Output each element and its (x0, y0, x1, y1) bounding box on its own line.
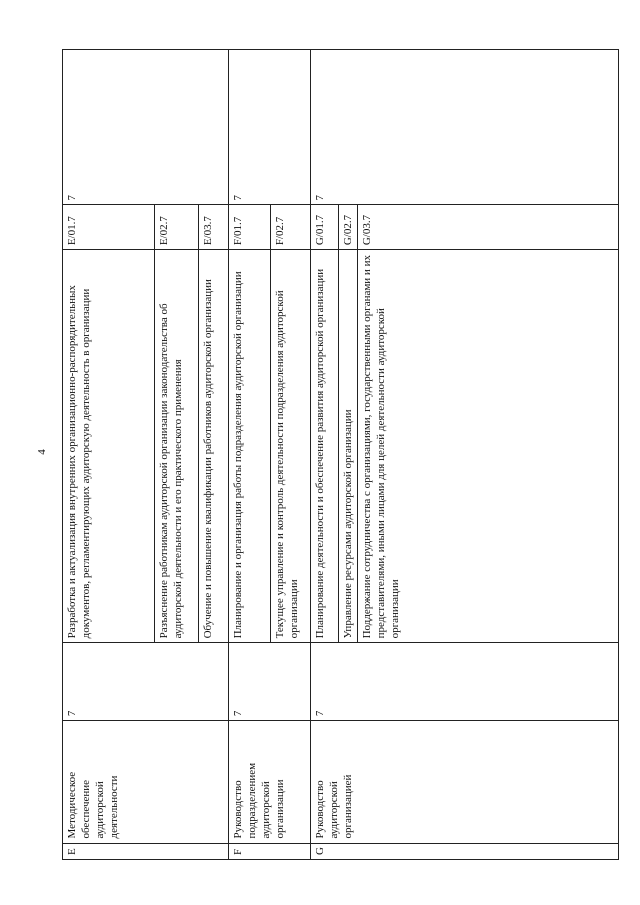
group-level: 7 (63, 643, 229, 721)
function-name: Обучение и повышение квалификации работников аудиторской организации (199, 250, 229, 643)
group-code: F (229, 843, 311, 859)
function-name: Разъяснение работникам аудиторской организации законодательства об аудиторской деятельности и его практического применения (155, 250, 199, 643)
function-name: Разработка и актуализация внутренних организационно-распорядительных документов, регламентирующих аудиторскую деятельность в организации (63, 250, 155, 643)
table-row (63, 50, 155, 860)
function-code: F/01.7 (229, 205, 271, 250)
functions-table (62, 49, 619, 860)
function-level: 7 (229, 50, 311, 205)
function-code: G/02.7 (339, 205, 358, 250)
function-name: Планирование и организация работы подразделения аудиторской организации (229, 250, 271, 643)
group-name: Руководство подразделением аудиторской организации (229, 721, 311, 843)
function-name: Поддержание сотрудничества с организациями, государственными органами и их представителями, иными лицами для целей деятельности аудиторской организации (358, 250, 619, 643)
group-code: G (311, 843, 619, 859)
function-name: Управление ресурсами аудиторской организации (339, 250, 358, 643)
rotated-table-wrapper (62, 49, 619, 860)
function-code: E/03.7 (199, 205, 229, 250)
function-level: 7 (63, 50, 229, 205)
function-code: G/03.7 (358, 205, 619, 250)
table-row (311, 50, 339, 860)
page-number: 4 (36, 449, 48, 455)
function-code: F/02.7 (271, 205, 311, 250)
function-level: 7 (311, 50, 619, 205)
group-name: Руководство аудиторской организацией (311, 721, 619, 843)
function-code: E/01.7 (63, 205, 155, 250)
function-code: E/02.7 (155, 205, 199, 250)
function-name: Планирование деятельности и обеспечение развития аудиторской организации (311, 250, 339, 643)
group-name: Методическое обеспечение аудиторской деятельности (63, 721, 229, 843)
group-level: 7 (229, 643, 311, 721)
group-code: E (63, 843, 229, 859)
table-row (229, 50, 271, 860)
function-name: Текущее управление и контроль деятельности подразделения аудиторской организации (271, 250, 311, 643)
group-level: 7 (311, 643, 619, 721)
function-code: G/01.7 (311, 205, 339, 250)
